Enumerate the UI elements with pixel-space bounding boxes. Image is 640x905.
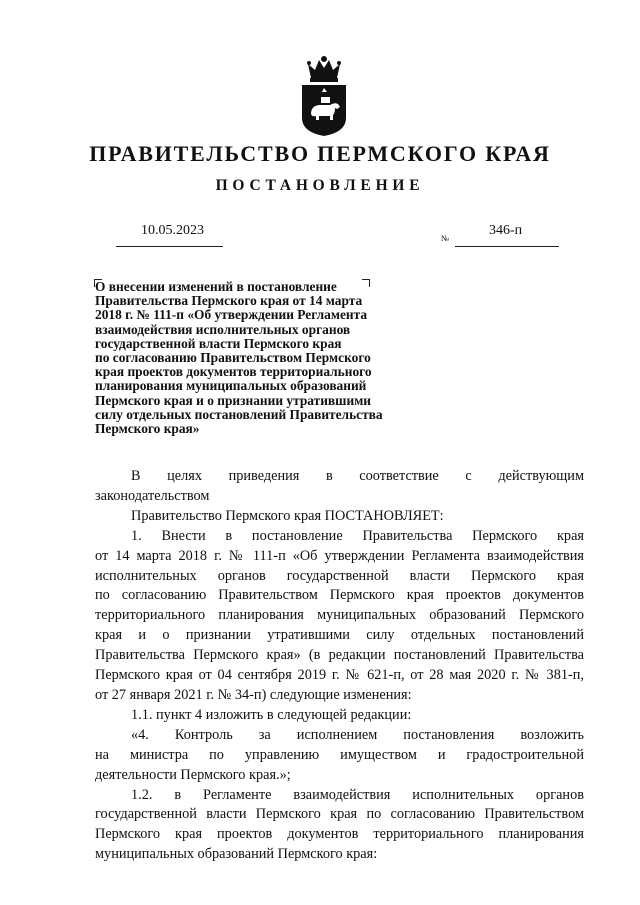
subject-line: государственной власти Пермского края: [95, 335, 342, 351]
subject-line: взаимодействия исполнительных органов: [95, 321, 351, 337]
body-line: Правительства Пермского края» (в редакции постановлений Правительства: [95, 647, 584, 664]
body-line: Пермского края проектов документов территориального планирования: [95, 826, 584, 843]
body-line: территориального планирования муниципальных образований Пермского: [95, 607, 584, 624]
subject-line: планирования муниципальных образований: [95, 378, 367, 394]
body-line: законодательством: [95, 487, 210, 504]
body-line: исполнительных органов государственной власти Пермского края: [95, 567, 584, 584]
body-line: на министра по управлению имуществом и градостроительной: [95, 746, 584, 763]
body-line: 1.2. в Регламенте взаимодействия исполнительных органов: [131, 786, 584, 803]
body-line: от 14 марта 2018 г. № 111-п «Об утверждении Регламента взаимодействия: [95, 547, 584, 564]
document-type: ПОСТАНОВЛЕНИЕ: [215, 177, 425, 194]
body-line: по согласованию Правительством Пермского края проектов документов: [95, 587, 584, 604]
body-line: Правительство Пермского края ПОСТАНОВЛЯЕТ:: [131, 507, 444, 524]
body-line: от 27 января 2021 г. № 34-п) следующие изменения:: [95, 686, 412, 703]
subject-line: края проектов документов территориального: [95, 364, 372, 380]
subject-line: Пермского края и о признании утратившими: [95, 392, 372, 408]
number-sign: №: [441, 233, 450, 243]
body-line: 1. Внести в постановление Правительства Пермского края: [131, 527, 584, 544]
perm-krai-coat-of-arms-icon: [297, 52, 351, 136]
body-line: края и о признании утратившими силу отдельных постановлений: [95, 627, 584, 644]
body-line: Пермского края от 04 сентября 2019 г. № 621-п, от 28 мая 2020 г. № 381-п,: [95, 667, 584, 684]
body-line: «4. Контроль за исполнением постановления возложить: [131, 726, 584, 743]
body-line: государственной власти Пермского края по согласованию Правительством: [95, 806, 584, 823]
document-body: [95, 467, 584, 865]
subject-line: 2018 г. № 111-п «Об утверждении Регламента: [95, 307, 368, 323]
subject-line: О внесении изменений в постановление: [95, 279, 337, 294]
body-line: деятельности Пермского края.»;: [95, 766, 291, 783]
body-line: муниципальных образований Пермского края:: [95, 846, 378, 863]
document-date: 10.05.2023: [141, 223, 204, 238]
subject-line: Правительства Пермского края от 14 марта: [95, 293, 363, 309]
subject-line: по согласованию Правительством Пермского: [95, 350, 371, 366]
organization-title: ПРАВИТЕЛЬСТВО ПЕРМСКОГО КРАЯ: [89, 141, 551, 166]
document-number: 346-п: [489, 223, 523, 238]
subject-line: силу отдельных постановлений Правительства: [95, 406, 383, 422]
document-subject: [95, 280, 435, 436]
subject-line: Пермского края»: [95, 421, 200, 437]
body-line: В целях приведения в соответствие с действующим: [131, 468, 584, 484]
body-line: 1.1. пункт 4 изложить в следующей редакции:: [131, 706, 412, 723]
